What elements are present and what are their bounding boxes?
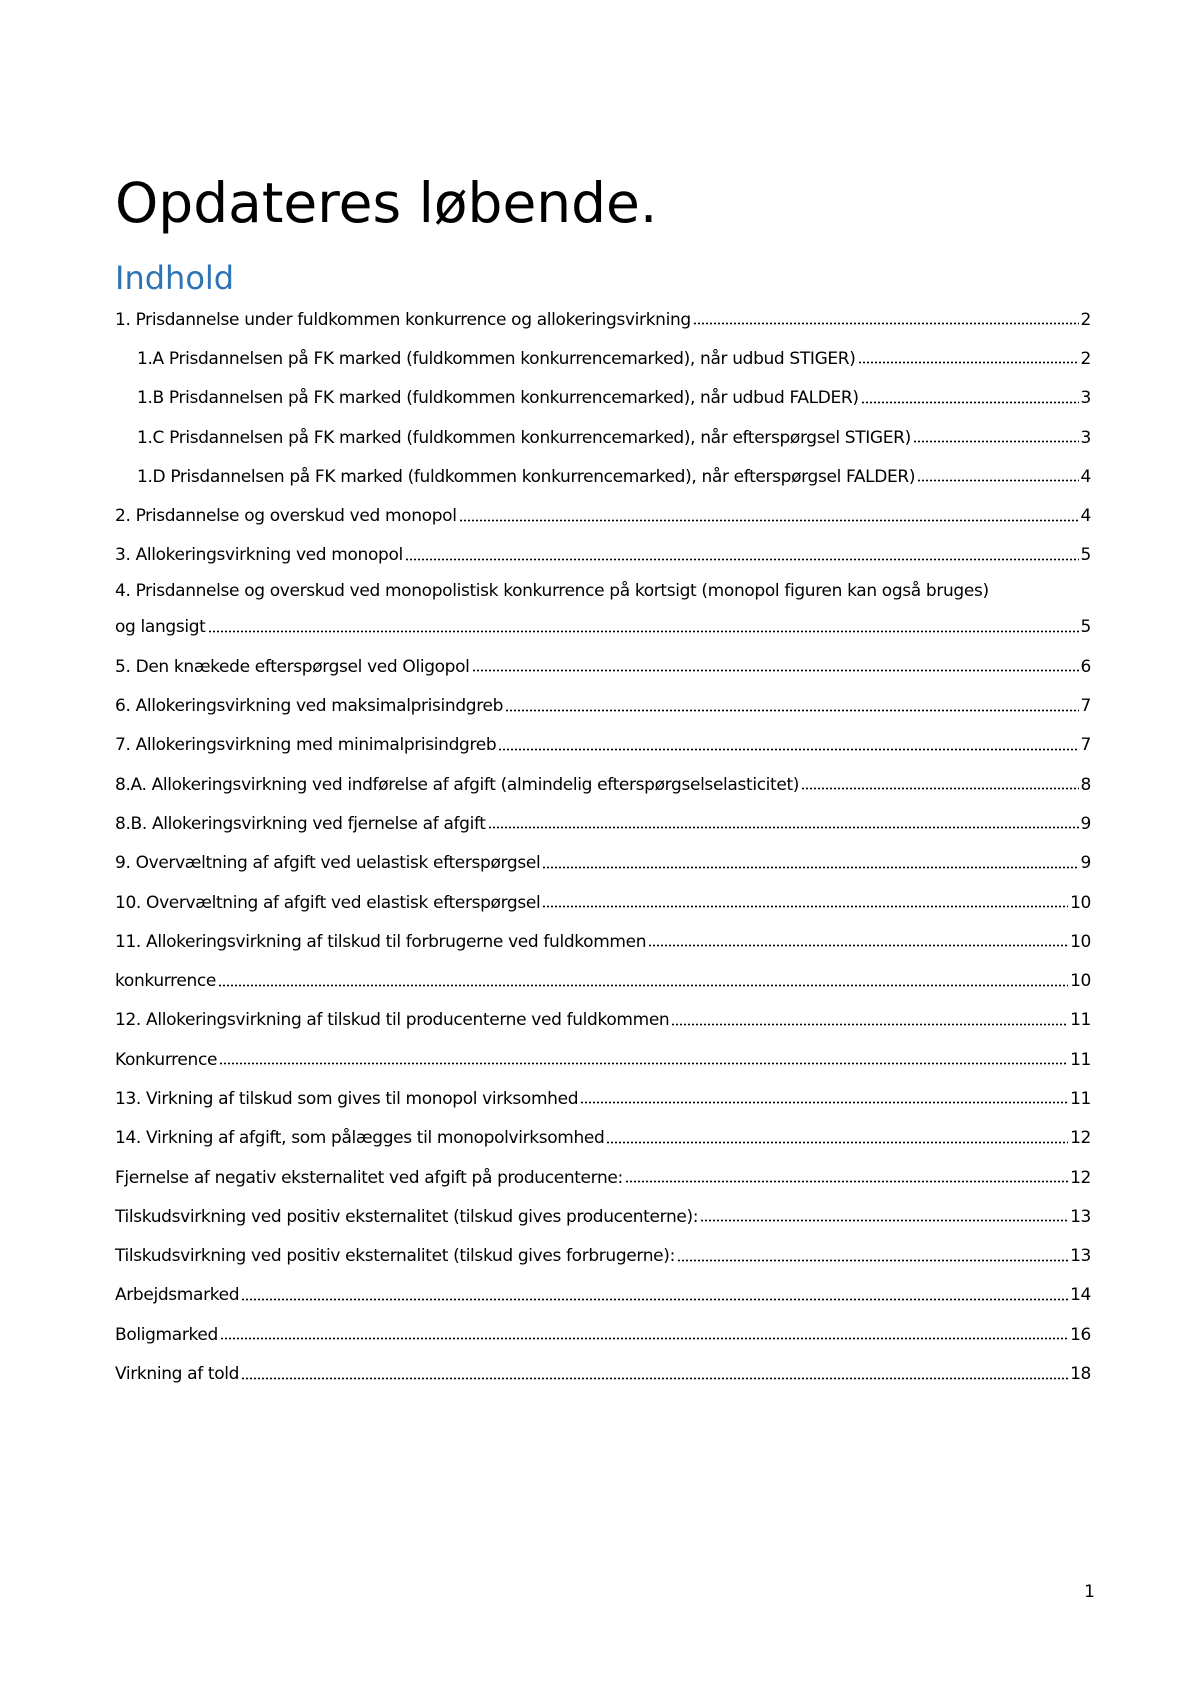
dot-leader (542, 894, 1068, 911)
toc-entry-text: Fjernelse af negativ eksternalitet ved afgift på producenterne: (115, 1167, 623, 1188)
toc-entry-text: Tilskudsvirkning ved positiv eksternalitet (tilskud gives producenterne): (115, 1206, 699, 1227)
page-number: 1 (1084, 1582, 1095, 1602)
toc-entry-page-number: 16 (1070, 1324, 1091, 1345)
toc-entry-page-number: 5 (1080, 545, 1091, 566)
toc-entry-text: 1.A Prisdannelsen på FK marked (fuldkommen konkurrencemarked), når udbud STIGER) (137, 348, 856, 369)
toc-entry-page-number: 10 (1070, 931, 1091, 952)
toc-entry-text: 10. Overvæltning af afgift ved elastisk efterspørgsel (115, 892, 541, 913)
dot-leader (219, 1051, 1068, 1068)
toc-entry[interactable] (115, 379, 1091, 418)
dot-leader (542, 855, 1078, 872)
dot-leader (241, 1287, 1068, 1304)
toc-entry-page-number: 2 (1080, 348, 1091, 369)
toc-entry-text: Tilskudsvirkning ved positiv eksternalitet (tilskud gives forbrugerne): (115, 1246, 675, 1267)
toc-entry-page-number: 13 (1070, 1246, 1091, 1267)
toc-entry[interactable] (115, 686, 1091, 725)
toc-entry-page-number: 2 (1080, 309, 1091, 330)
toc-entry[interactable] (115, 961, 1091, 1000)
toc-entry-page-number: 7 (1080, 696, 1091, 717)
toc-entry[interactable] (115, 1040, 1091, 1079)
toc-entry-page-number: 3 (1080, 427, 1091, 448)
toc-entry-page-number: 10 (1070, 892, 1091, 913)
dot-leader (488, 815, 1079, 832)
toc-entry-text: Konkurrence (115, 1049, 218, 1070)
toc-entry[interactable] (115, 1354, 1091, 1393)
dot-leader (459, 508, 1079, 525)
toc-entry[interactable] (115, 765, 1091, 804)
toc-entry-text: 14. Virkning af afgift, som pålægges til monopolvirksomhed (115, 1128, 605, 1149)
toc-entry-page-number: 7 (1080, 735, 1091, 756)
dot-leader (606, 1130, 1068, 1147)
toc-entry-page-number: 18 (1070, 1364, 1091, 1385)
toc-entry-text: 1. Prisdannelse under fuldkommen konkurrence og allokeringsvirkning (115, 309, 691, 330)
toc-entry[interactable] (115, 1276, 1091, 1315)
dot-leader (241, 1366, 1068, 1383)
dot-leader (913, 429, 1079, 446)
toc-entry-text: 1.B Prisdannelsen på FK marked (fuldkommen konkurrencemarked), når udbud FALDER) (137, 388, 859, 409)
document-title: Opdateres løbende. (115, 171, 658, 235)
dot-leader (648, 933, 1068, 950)
toc-entry-page-number: 12 (1070, 1128, 1091, 1149)
toc-entry-page-number: 11 (1070, 1010, 1091, 1031)
toc-entry-page-number: 10 (1070, 971, 1091, 992)
toc-entry-page-number: 3 (1080, 388, 1091, 409)
toc-entry-text: 2. Prisdannelse og overskud ved monopol (115, 506, 457, 527)
dot-leader (671, 1012, 1068, 1029)
dot-leader (861, 390, 1079, 407)
toc-entry[interactable] (115, 1315, 1091, 1354)
toc-entry[interactable] (115, 496, 1091, 535)
toc-entry-text: Boligmarked (115, 1324, 218, 1345)
toc-entry[interactable] (115, 844, 1091, 883)
toc-entry-text: 4. Prisdannelse og overskud ved monopolistisk konkurrence på kortsigt (monopol figuren kan også bruges) (115, 581, 989, 602)
toc-entry[interactable] (115, 1158, 1091, 1197)
toc-entry-text: 13. Virkning af tilskud som gives til monopol virksomhed (115, 1088, 579, 1109)
toc-entry-text: og langsigt (115, 617, 206, 638)
toc-entry[interactable] (115, 339, 1091, 378)
toc-entry-text: 8.B. Allokeringsvirkning ved fjernelse af afgift (115, 813, 486, 834)
toc-entry[interactable] (115, 418, 1091, 457)
toc-entry-text: 8.A. Allokeringsvirkning ved indførelse af afgift (almindelig efterspørgselselasticitet) (115, 774, 800, 795)
toc-entry-text: 1.C Prisdannelsen på FK marked (fuldkommen konkurrencemarked), når efterspørgsel STIGER) (137, 427, 911, 448)
toc-entry[interactable] (115, 457, 1091, 496)
toc-entry-text: 11. Allokeringsvirkning af tilskud til forbrugerne ved fuldkommen (115, 931, 647, 952)
toc-entry-text: 7. Allokeringsvirkning med minimalprisindgreb (115, 735, 497, 756)
toc-entry-page-number: 11 (1070, 1049, 1091, 1070)
toc-entry-text: 12. Allokeringsvirkning af tilskud til producenterne ved fuldkommen (115, 1010, 670, 1031)
dot-leader (220, 1326, 1068, 1343)
toc-entry-page-number: 9 (1080, 853, 1091, 874)
toc-entry-text: 3. Allokeringsvirkning ved monopol (115, 545, 403, 566)
dot-leader (580, 1090, 1068, 1107)
toc-entry-page-number: 11 (1070, 1088, 1091, 1109)
toc-entry-page-number: 8 (1080, 774, 1091, 795)
toc-entry-continuation (115, 607, 1091, 647)
toc-entry[interactable] (115, 536, 1091, 575)
toc-entry[interactable] (115, 300, 1091, 339)
toc-entry-text: Virkning af told (115, 1364, 240, 1385)
toc-entry[interactable] (115, 647, 1091, 686)
toc-entry[interactable] (115, 883, 1091, 922)
toc-entry-text: 6. Allokeringsvirkning ved maksimalprisindgreb (115, 696, 504, 717)
toc-entry-page-number: 12 (1070, 1167, 1091, 1188)
toc-entry-text: 1.D Prisdannelsen på FK marked (fuldkommen konkurrencemarked), når efterspørgsel FALDER) (137, 466, 916, 487)
dot-leader (405, 547, 1079, 564)
toc-entry-page-number: 4 (1080, 506, 1091, 527)
toc-entry[interactable] (115, 1001, 1091, 1040)
toc-entry-page-number: 9 (1080, 813, 1091, 834)
toc-entry-page-number: 4 (1080, 466, 1091, 487)
toc-entry-text: 9. Overvæltning af afgift ved uelastisk efterspørgsel (115, 853, 541, 874)
toc-entry-page-number: 6 (1080, 656, 1091, 677)
dot-leader (917, 468, 1078, 485)
dot-leader (693, 311, 1079, 328)
toc-entry[interactable] (115, 1079, 1091, 1118)
toc-entry[interactable] (115, 575, 1091, 647)
toc-entry-text: Arbejdsmarked (115, 1285, 240, 1306)
toc-entry-page-number: 13 (1070, 1206, 1091, 1227)
toc-entry[interactable] (115, 1237, 1091, 1276)
dot-leader (505, 698, 1078, 715)
dot-leader (498, 737, 1078, 754)
dot-leader (625, 1169, 1068, 1186)
dot-leader (858, 350, 1079, 367)
toc-entry-page-number: 14 (1070, 1285, 1091, 1306)
toc-entry[interactable] (115, 1197, 1091, 1236)
dot-leader (208, 619, 1079, 636)
dot-leader (472, 658, 1079, 675)
dot-leader (677, 1248, 1068, 1265)
dot-leader (801, 776, 1078, 793)
toc-entry[interactable] (115, 1119, 1091, 1158)
toc-entry[interactable] (115, 922, 1091, 961)
toc-entry[interactable] (115, 804, 1091, 843)
toc-entry-page-number: 5 (1080, 617, 1091, 638)
table-of-contents (115, 300, 1091, 1394)
dot-leader (218, 973, 1068, 990)
toc-entry[interactable] (115, 726, 1091, 765)
toc-entry-text: 5. Den knækede efterspørgsel ved Oligopol (115, 656, 470, 677)
toc-heading: Indhold (115, 259, 235, 297)
dot-leader (700, 1208, 1068, 1225)
toc-entry-text: konkurrence (115, 971, 217, 992)
